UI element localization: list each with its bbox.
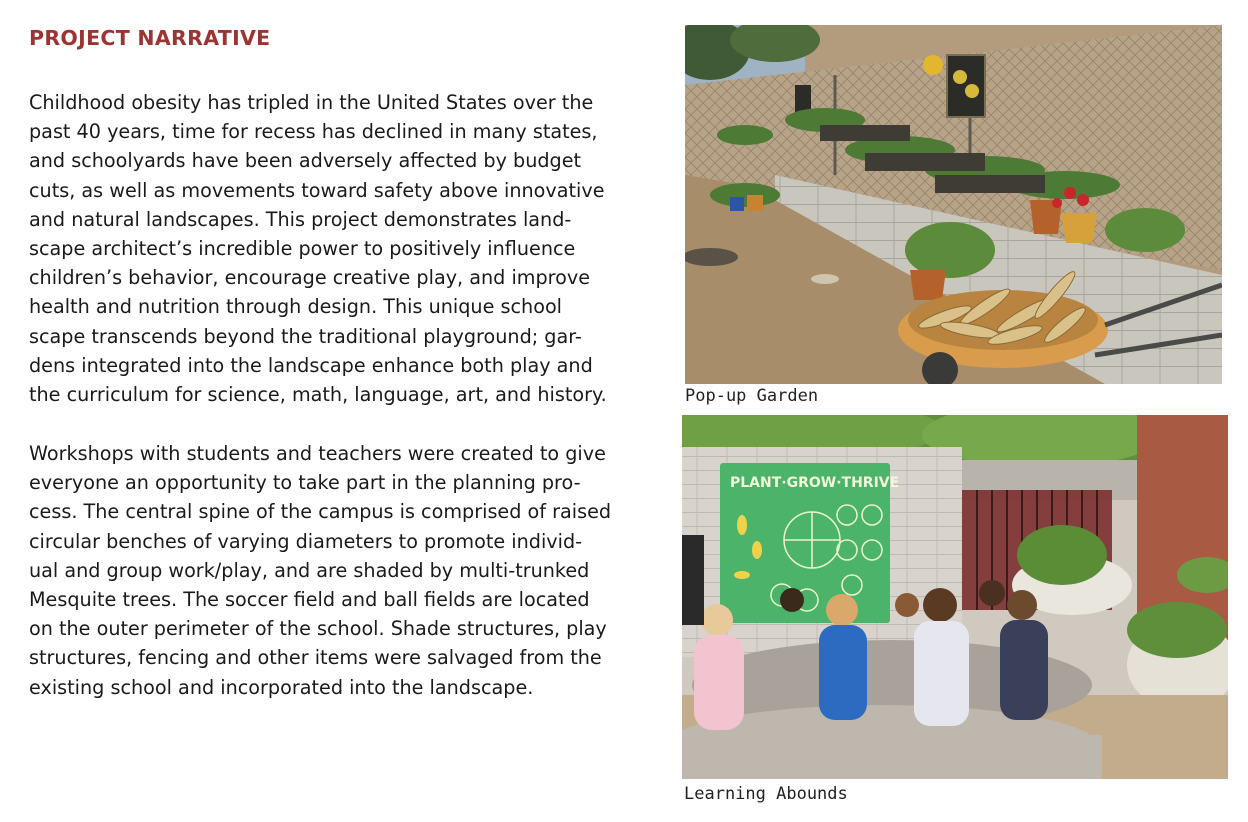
text-line: scape transcends beyond the traditional playground; gar-: [29, 324, 582, 348]
pop-up-garden-photo: [685, 25, 1222, 384]
text-line: scape architect’s incredible power to positively influence: [29, 237, 576, 261]
text-line: structures, fencing and other items were salvaged from the: [29, 646, 602, 670]
text-line: and natural landscapes. This project demonstrates land-: [29, 207, 572, 231]
photo-caption: Pop-up Garden: [685, 386, 819, 406]
text-line: and schoolyards have been adversely affected by budget: [29, 149, 582, 173]
text-line: cess. The central spine of the campus is comprised of raised: [29, 500, 612, 524]
chalkboard-sign-text: PLANT·GROW·THRIVE: [730, 475, 900, 491]
text-line: dens integrated into the landscape enhance both play and: [29, 353, 593, 377]
page-title: PROJECT NARRATIVE: [29, 26, 271, 50]
text-line: cuts, as well as movements toward safety above innovative: [29, 178, 605, 202]
text-line: Childhood obesity has tripled in the United States over the: [29, 91, 594, 114]
text-line: on the outer perimeter of the school. Shade structures, play: [29, 617, 607, 641]
text-line: health and nutrition through design. This unique school: [29, 295, 563, 319]
text-line: children’s behavior, encourage creative play, and improve: [29, 266, 591, 290]
text-line: everyone an opportunity to take part in the planning pro-: [29, 471, 581, 495]
learning-abounds-photo: [682, 415, 1228, 779]
text-line: Workshops with students and teachers were created to give: [29, 442, 606, 465]
narrative-paragraph-1: [29, 88, 641, 409]
text-line: ual and group work/play, and are shaded by multi-trunked: [29, 558, 590, 582]
text-line: the curriculum for science, math, language, art, and history.: [29, 383, 607, 407]
narrative-paragraph-2: [29, 439, 641, 702]
text-line: existing school and incorporated into the landscape.: [29, 675, 534, 699]
photo-caption: Learning Abounds: [684, 784, 848, 804]
text-line: Mesquite trees. The soccer field and ball fields are located: [29, 588, 590, 612]
text-line: past 40 years, time for recess has declined in many states,: [29, 120, 598, 144]
text-line: circular benches of varying diameters to promote individ-: [29, 529, 583, 553]
